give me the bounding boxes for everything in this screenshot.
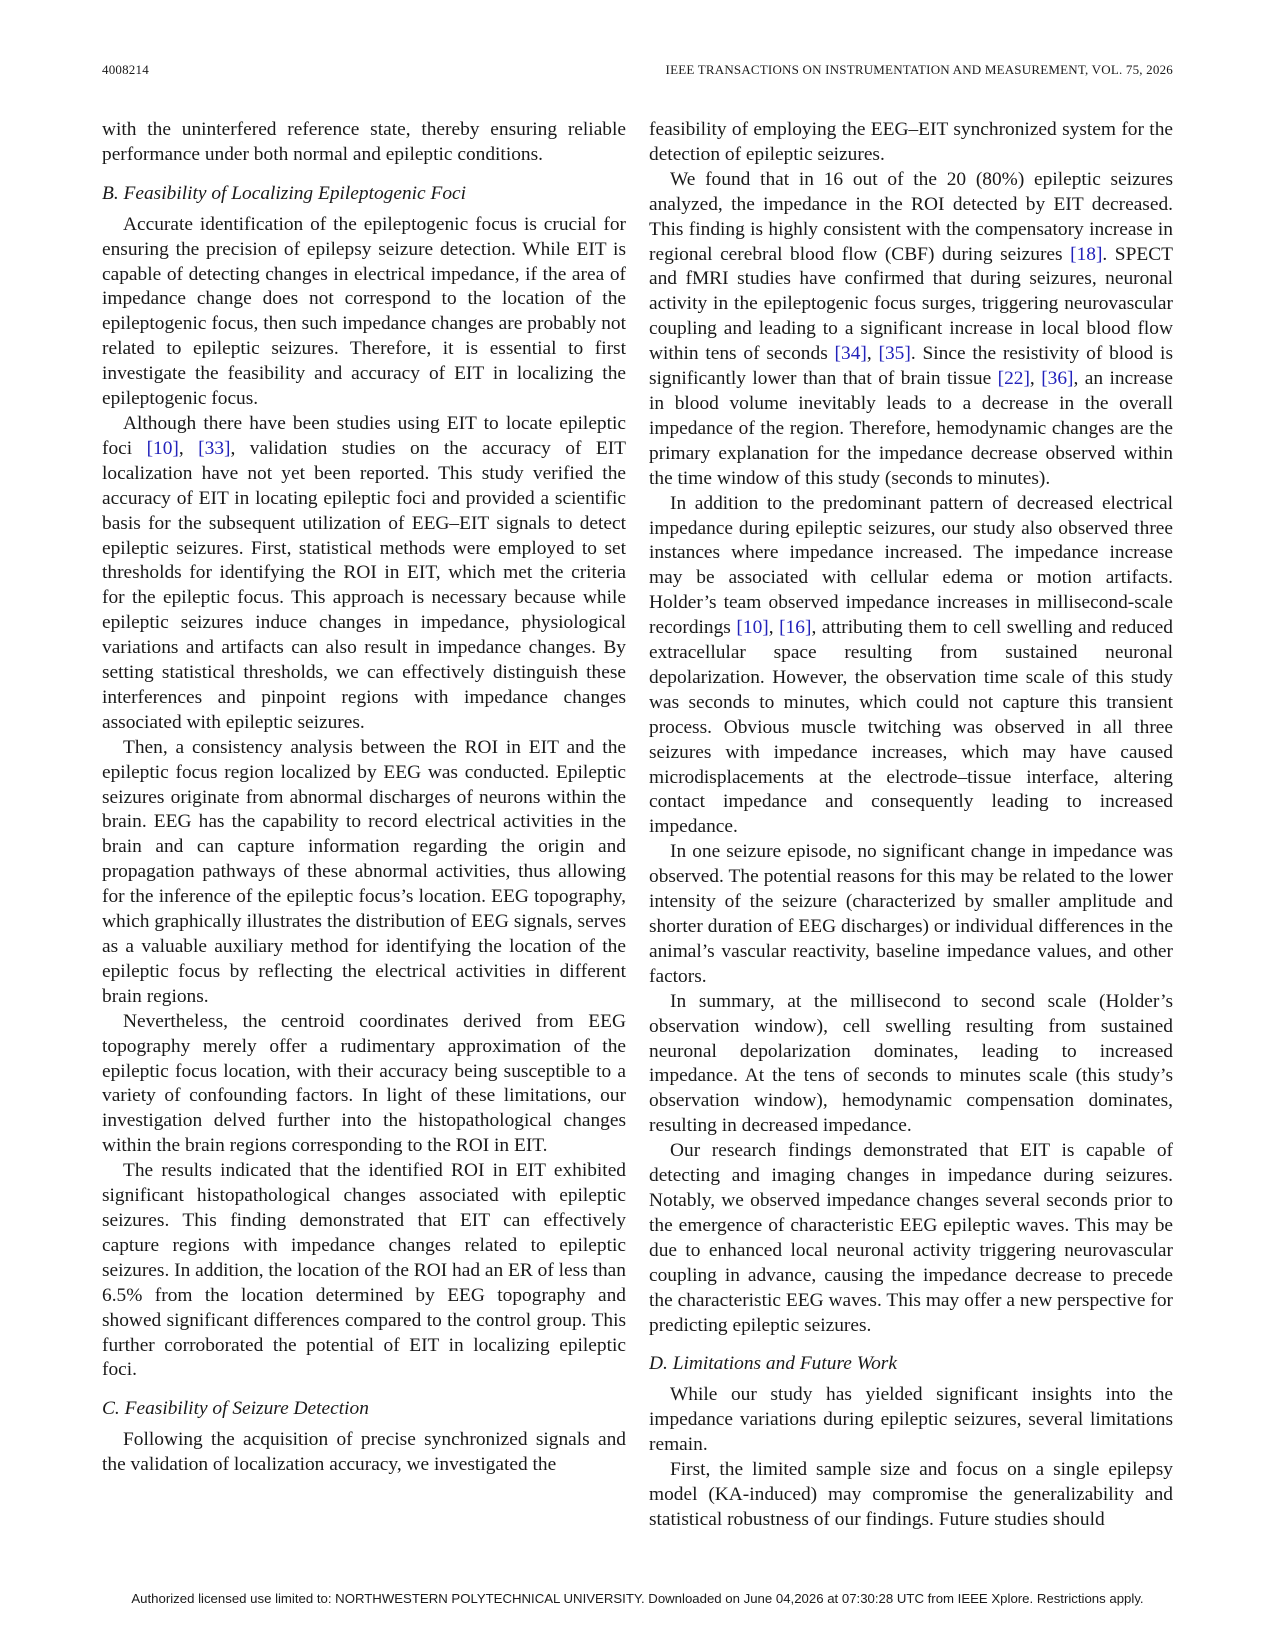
citation-link[interactable]: [33] <box>198 437 231 459</box>
paragraph: Then, a consistency analysis between the ROI in EIT and the epileptic focus region localized by EEG was conducted. Epileptic seizures originate from abnormal discharges of neurons within the brain. EEG has the capability to record electrical activities in the brain and can capture information regarding the origin and propagation pathways of these abnormal activities, thus allowing for the inference of the epileptic focus’s location. EEG topography, which graphically illustrates the distribution of EEG signals, serves as a valuable auxiliary method for identifying the location of the epileptic focus by reflecting the electrical activities in different brain regions. <box>102 736 626 1007</box>
paragraph: First, the limited sample size and focus on a single epilepsy model (KA-induced) may compromise the generalizability and statistical robustness of our findings. Future studies should <box>649 1459 1173 1530</box>
paragraph-text: Although there have been studies using EIT to locate epileptic foci <box>102 412 626 459</box>
citation-separator: , <box>1029 368 1042 390</box>
paragraph <box>649 168 1173 492</box>
page-number: 4008214 <box>102 62 149 77</box>
paragraph-text: , validation studies on the accuracy of EIT localization have not yet been reported. This study verified the accuracy of EIT in locating epileptic foci and provided a scientific basis for the subsequent utilization of EEG–EIT signals to detect epileptic seizures. First, statistical methods were employed to set thresholds for identifying the ROI in EIT, which met the criteria for the epileptic focus. This approach is necessary because while epileptic seizures induce changes in impedance, physiological variations and artifacts can also result in impedance changes. By setting statistical thresholds, we can effectively distinguish these interferences and pinpoint regions with impedance changes associated with epileptic seizures. <box>102 437 626 733</box>
paragraph-continued: feasibility of employing the EEG–EIT synchronized system for the detection of epileptic seizures. <box>649 119 1173 165</box>
paragraph-text: We found that in 16 out of the 20 (80%) epileptic seizures analyzed, the impedance in the ROI detected by EIT decreased. This finding is highly consistent with the compensatory increase in regional cerebral blood flow (CBF) during seizures <box>649 168 1173 265</box>
citation-link[interactable]: [10] <box>146 437 179 459</box>
left-column <box>102 118 626 1586</box>
paragraph <box>102 412 626 736</box>
paragraph: In one seizure episode, no significant change in impedance was observed. The potential reasons for this may be related to the lower intensity of the seizure (characterized by smaller amplitude and shorter duration of EEG discharges) or individual differences in the animal’s vascular reactivity, baseline impedance values, and other factors. <box>649 841 1173 987</box>
citation-link[interactable]: [34] <box>834 343 867 365</box>
paragraph: The results indicated that the identified ROI in EIT exhibited significant histopathological changes associated with epileptic seizures. This finding demonstrated that EIT can effectively capture regions with impedance changes related to epileptic seizures. In addition, the location of the ROI had an ER of less than 6.5% from the location determined by EEG topography and showed significant differences compared to the control group. This further corroborated the potential of EIT in localizing epileptic foci. <box>102 1160 626 1381</box>
citation-link[interactable]: [36] <box>1041 368 1074 390</box>
paragraph-text: . Since the resistivity of blood is significantly lower than that of brain tissue <box>649 343 1173 390</box>
citation-link[interactable]: [16] <box>779 617 812 639</box>
citation-link[interactable]: [10] <box>736 617 769 639</box>
journal-title: IEEE TRANSACTIONS ON INSTRUMENTATION AND MEASUREMENT, VOL. 75, 2026 <box>665 62 1173 77</box>
paragraph: Following the acquisition of precise synchronized signals and the validation of localization accuracy, we investigated the <box>102 1429 626 1476</box>
paragraph-continued: with the uninterfered reference state, thereby ensuring reliable performance under both normal and epileptic conditions. <box>102 119 626 165</box>
paragraph: Our research findings demonstrated that EIT is capable of detecting and imaging changes in impedance during seizures. Notably, we observed impedance changes several seconds prior to the emergence of characteristic EEG epileptic waves. This may be due to enhanced local neuronal activity triggering neurovascular coupling in advance, causing the impedance decrease to precede the characteristic EEG waves. This may offer a new perspective for predicting epileptic seizures. <box>649 1140 1173 1336</box>
citation-link[interactable]: [22] <box>997 368 1030 390</box>
citation-separator: , <box>178 437 199 459</box>
section-heading-d: D. Limitations and Future Work <box>649 1353 897 1375</box>
paragraph-text: , an increase in blood volume inevitably leads to a decrease in the overall impedance of the region. Therefore, hemodynamic changes are the primary explanation for the impedance decrease observed within the time window of this study (seconds to minutes). <box>649 368 1173 489</box>
paragraph: While our study has yielded significant insights into the impedance variations during epileptic seizures, several limitations remain. <box>649 1384 1173 1456</box>
section-heading-c: C. Feasibility of Seizure Detection <box>102 1398 369 1420</box>
citation-separator: , <box>768 617 780 639</box>
paragraph-text: In addition to the predominant pattern of decreased electrical impedance during epileptic seizures, our study also observed three instances where impedance increased. The impedance increase may be associated with cellular edema or motion artifacts. Holder’s team observed impedance increases in millisecond-scale recordings <box>649 492 1173 639</box>
citation-separator: , <box>866 343 879 365</box>
citation-link[interactable]: [35] <box>878 343 911 365</box>
paragraph: Nevertheless, the centroid coordinates derived from EEG topography merely offer a rudimentary approximation of the epileptic focus location, with their accuracy being susceptible to a variety of confounding factors. In light of these limitations, our investigation delved further into the histopathological changes within the brain regions corresponding to the ROI in EIT. <box>102 1010 626 1157</box>
paragraph: Accurate identification of the epileptogenic focus is crucial for ensuring the precision of epilepsy seizure detection. While EIT is capable of detecting changes in electrical impedance, if the area of impedance change does not correspond to the location of the epileptogenic focus, then such impedance changes are probably not related to epileptic seizures. Therefore, it is essential to first investigate the feasibility and accuracy of EIT in localizing the epileptogenic focus. <box>102 213 626 410</box>
paragraph: In summary, at the millisecond to second scale (Holder’s observation window), cell swelling resulting from sustained neuronal depolarization dominates, leading to increased impedance. At the tens of seconds to minutes scale (this study’s observation window), hemodynamic compensation dominates, resulting in decreased impedance. <box>649 990 1173 1137</box>
running-header <box>102 62 1173 80</box>
license-footer: Authorized licensed use limited to: NORTHWESTERN POLYTECHNICAL UNIVERSITY. Downloaded on June 04,2026 at 07:30:28 UTC from IEEE Xplore. Restrictions apply. <box>131 1591 1144 1606</box>
paragraph <box>649 492 1173 841</box>
section-heading-b: B. Feasibility of Localizing Epileptogenic Foci <box>102 182 467 204</box>
right-column <box>649 118 1173 1586</box>
paragraph-text: . SPECT and fMRI studies have confirmed that during seizures, neuronal activity in the epileptogenic focus surges, triggering neurovascular coupling and leading to a significant increase in local blood flow within tens of seconds <box>649 243 1173 365</box>
paragraph-text: , attributing them to cell swelling and reduced extracellular space resulting from sustained neuronal depolarization. However, the observation time scale of this study was seconds to minutes, which could not capture this transient process. Obvious muscle twitching was observed in all three seizures with impedance increases, which may have caused microdisplacements at the electrode–tissue interface, altering contact impedance and consequently leading to increased impedance. <box>649 617 1173 838</box>
citation-link[interactable]: [18] <box>1070 243 1103 265</box>
